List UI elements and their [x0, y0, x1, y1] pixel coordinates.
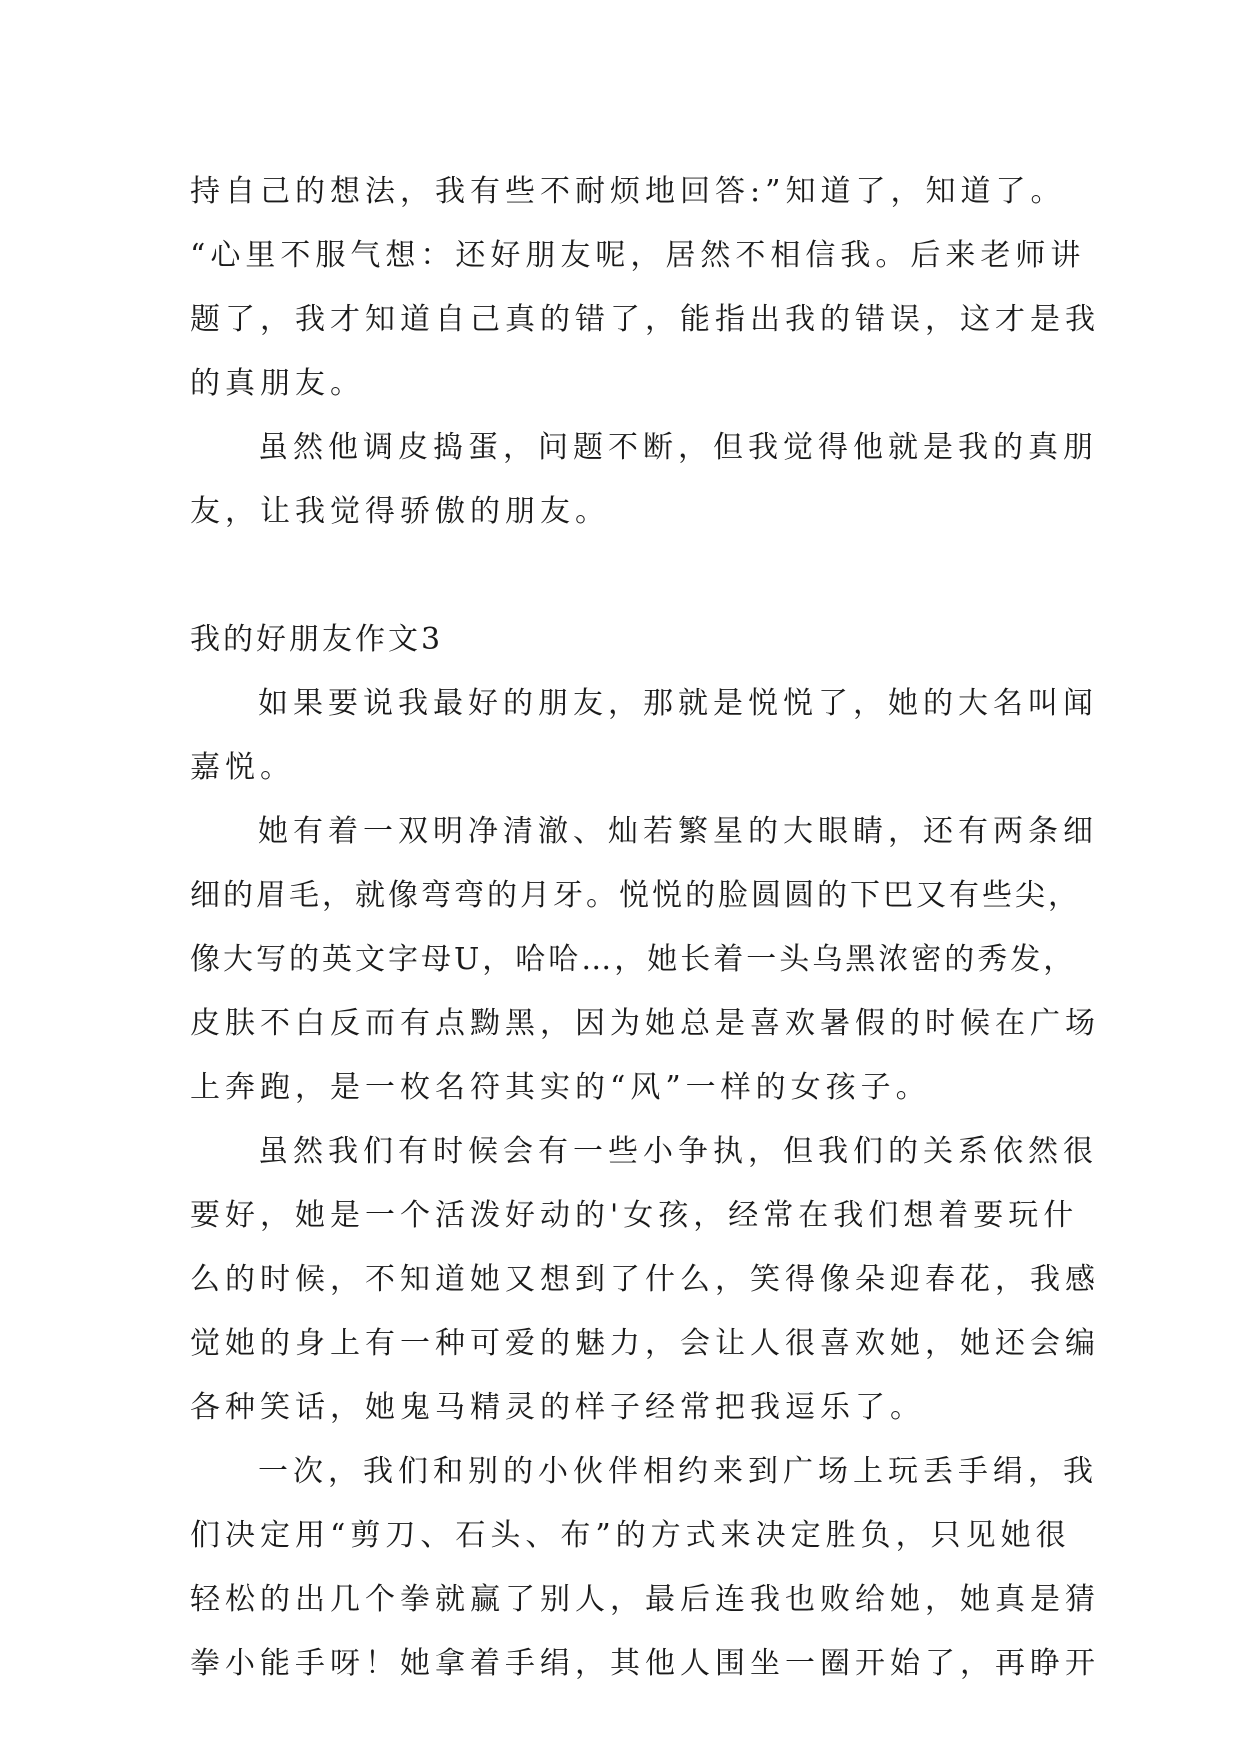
- text-line: 要好，她是一个活泼好动的'女孩，经常在我们想着要玩什: [190, 1198, 1079, 1233]
- text-line: 持自己的想法，我有些不耐烦地回答:”知道了，知道了。: [190, 174, 1066, 209]
- text-line: 拳小能手呀！她拿着手绢，其他人围坐一圈开始了，再睁开: [190, 1646, 1100, 1681]
- document-body: [190, 160, 1100, 1696]
- text-line: 皮肤不白反而有点黝黑，因为她总是喜欢暑假的时候在广场: [190, 1006, 1100, 1041]
- paragraph: [190, 800, 1100, 1120]
- text-line: 细的眉毛，就像弯弯的月牙。悦悦的脸圆圆的下巴又有些尖，: [190, 878, 1081, 913]
- text-line: 的真朋友。: [190, 366, 365, 401]
- blank-line: [190, 544, 1050, 608]
- text-line: 像大写的英文字母U，哈哈…，她长着一头乌黑浓密的秀发，: [190, 942, 1077, 977]
- paragraph: [190, 672, 1098, 800]
- text-line: 觉她的身上有一种可爱的魅力，会让人很喜欢她，她还会编: [190, 1326, 1100, 1361]
- text-line: 题了，我才知道自己真的错了，能指出我的错误，这才是我: [190, 302, 1100, 337]
- text-line: 轻松的出几个拳就赢了别人，最后连我也败给她，她真是猜: [190, 1582, 1100, 1617]
- text-line: 一次，我们和别的小伙伴相约来到广场上玩丢手绢，我: [258, 1454, 1098, 1489]
- text-line: 虽然我们有时候会有一些小争执，但我们的关系依然很: [258, 1134, 1098, 1169]
- section-title: 我的好朋友作文3: [190, 622, 444, 657]
- text-line: 上奔跑，是一枚名符其实的“风”一样的女孩子。: [190, 1070, 931, 1105]
- paragraph: [190, 416, 1098, 544]
- text-line: 她有着一双明净清澈、灿若繁星的大眼睛，还有两条细: [258, 814, 1098, 849]
- text-line: 么的时候，不知道她又想到了什么，笑得像朵迎春花，我感: [190, 1262, 1100, 1297]
- text-line: 们决定用“剪刀、石头、布”的方式来决定胜负，只见她很: [190, 1518, 1071, 1553]
- text-line: 友，让我觉得骄傲的朋友。: [190, 494, 610, 529]
- text-line: 如果要说我最好的朋友，那就是悦悦了，她的大名叫闻: [258, 686, 1098, 721]
- text-line: “心里不服气想：还好朋友呢，居然不相信我。后来老师讲: [190, 238, 1086, 273]
- text-line: 虽然他调皮捣蛋，问题不断，但我觉得他就是我的真朋: [258, 430, 1098, 465]
- paragraph: [190, 160, 1100, 416]
- paragraph: [190, 1120, 1100, 1440]
- paragraph: [190, 1440, 1100, 1696]
- text-line: 各种笑话，她鬼马精灵的样子经常把我逗乐了。: [190, 1390, 925, 1425]
- text-line: 嘉悦。: [190, 750, 295, 785]
